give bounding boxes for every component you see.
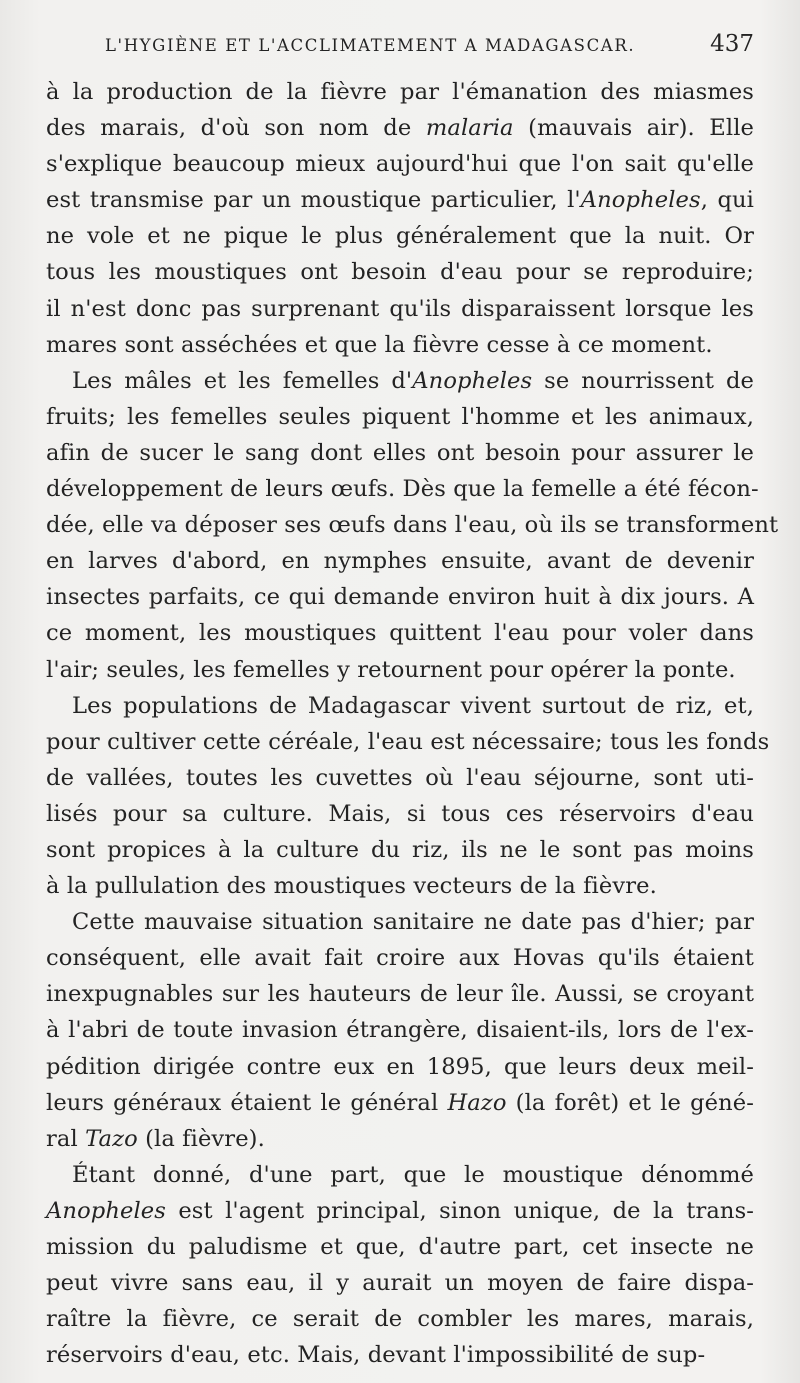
text-line: en larves d'abord, en nymphes ensuite, avant de devenir: [46, 548, 754, 575]
italic-term: Anopheles: [46, 1197, 166, 1224]
paragraph-4: [46, 904, 754, 1157]
page-number: 437: [710, 31, 754, 57]
running-head: L'HYGIÈNE ET L'ACCLIMATEMENT A MADAGASCAR.: [105, 36, 636, 55]
text-line: il n'est donc pas surprenant qu'ils disparaissent lorsque les: [46, 295, 754, 322]
text-line: tous les moustiques ont besoin d'eau pour se reproduire;: [46, 259, 754, 286]
paragraph-5: [46, 1157, 754, 1374]
text-line: leurs généraux étaient le général Hazo (la forêt) et le géné-: [46, 1089, 754, 1116]
text-line: réservoirs d'eau, etc. Mais, devant l'impossibilité de sup-: [46, 1342, 706, 1369]
text-line: insectes parfaits, ce qui demande environ huit à dix jours. A: [46, 584, 754, 611]
page-header: [0, 30, 800, 64]
text-line: inexpugnables sur les hauteurs de leur île. Aussi, se croyant: [46, 981, 754, 1008]
text-line: à la production de la fièvre par l'émanation des miasmes: [46, 79, 754, 105]
text-line: Les mâles et les femelles d'Anopheles se nourrissent de: [72, 367, 754, 394]
text-line: pour cultiver cette céréale, l'eau est nécessaire; tous les fonds: [46, 728, 770, 755]
paragraph-1: [46, 74, 754, 363]
text-line: à la pullulation des moustiques vecteurs de la fièvre.: [46, 873, 657, 900]
text-line: développement de leurs œufs. Dès que la femelle a été fécon-: [46, 476, 759, 503]
text-line: ce moment, les moustiques quittent l'eau pour voler dans: [46, 620, 754, 647]
text-line: Étant donné, d'une part, que le moustique dénommé: [72, 1161, 754, 1188]
text-line: mares sont asséchées et que la fièvre cesse à ce moment.: [46, 331, 713, 358]
text-line: à l'abri de toute invasion étrangère, disaient-ils, lors de l'ex-: [46, 1017, 754, 1044]
text-line: afin de sucer le sang dont elles ont besoin pour assurer le: [46, 439, 754, 466]
italic-term: Anopheles: [580, 187, 701, 214]
paragraph-3: [46, 688, 770, 905]
text-line: raître la fièvre, ce serait de combler les mares, marais,: [46, 1306, 754, 1333]
page-body: [46, 74, 779, 1373]
text-line: ne vole et ne pique le plus généralement que la nuit. Or: [46, 223, 754, 250]
text-line: est transmise par un moustique particulier, l'Anopheles, qui: [46, 187, 754, 214]
text-line: ral Tazo (la fièvre).: [46, 1125, 265, 1152]
text-line: peut vivre sans eau, il y aurait un moyen de faire dispa-: [46, 1270, 754, 1297]
text-line: l'air; seules, les femelles y retournent pour opérer la ponte.: [46, 656, 736, 683]
text-line: s'explique beaucoup mieux aujourd'hui que l'on sait qu'elle: [46, 151, 754, 178]
italic-term: Anopheles: [412, 367, 533, 394]
text-line: conséquent, elle avait fait croire aux Hovas qu'ils étaient: [46, 945, 754, 972]
text-line: pédition dirigée contre eux en 1895, que leurs deux meil-: [46, 1053, 754, 1080]
text-line: Les populations de Madagascar vivent surtout de riz, et,: [72, 692, 754, 719]
text-line: Anopheles est l'agent principal, sinon unique, de la trans-: [46, 1197, 754, 1224]
text-line: de vallées, toutes les cuvettes où l'eau séjourne, sont uti-: [46, 764, 754, 791]
paragraph-2: [46, 363, 779, 688]
italic-term: Tazo: [85, 1125, 138, 1152]
text-line: mission du paludisme et que, d'autre part, cet insecte ne: [46, 1234, 754, 1260]
text-line: Cette mauvaise situation sanitaire ne date pas d'hier; par: [72, 909, 754, 936]
text-line: dée, elle va déposer ses œufs dans l'eau, où ils se transforment: [46, 512, 779, 539]
italic-term: malaria: [425, 115, 514, 142]
italic-term: Hazo: [447, 1089, 507, 1116]
text-line: sont propices à la culture du riz, ils ne le sont pas moins: [46, 836, 754, 863]
text-line: lisés pour sa culture. Mais, si tous ces réservoirs d'eau: [46, 800, 754, 827]
text-line: fruits; les femelles seules piquent l'homme et les animaux,: [46, 403, 754, 430]
text-line: des marais, d'où son nom de malaria (mauvais air). Elle: [46, 115, 754, 142]
